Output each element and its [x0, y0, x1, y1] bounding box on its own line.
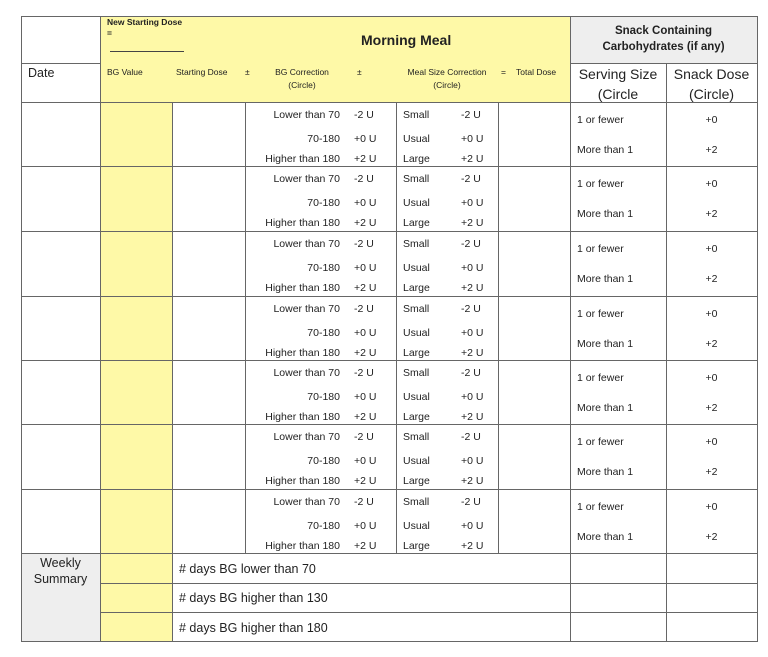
- grid-line: [21, 296, 758, 297]
- bg-value-cell[interactable]: [100, 296, 172, 360]
- grid-line: [245, 102, 246, 553]
- meal-size-correction-value[interactable]: +2 U: [461, 347, 484, 359]
- page-title: Morning Meal: [361, 32, 452, 48]
- snack-dose-option[interactable]: +2: [705, 466, 718, 478]
- meal-size-label: Usual: [403, 197, 430, 209]
- grid-line: [172, 102, 173, 642]
- bg-value-cell[interactable]: [100, 166, 172, 231]
- meal-size-correction-value[interactable]: +0 U: [461, 133, 484, 145]
- meal-size-label: Usual: [403, 133, 430, 145]
- total-dose-cell[interactable]: [498, 102, 570, 166]
- bg-correction-value[interactable]: -2 U: [354, 238, 374, 250]
- bg-correction-value[interactable]: +0 U: [354, 455, 377, 467]
- total-dose-cell[interactable]: [498, 360, 570, 424]
- snack-dose-option[interactable]: +0: [705, 243, 718, 255]
- meal-size-correction-value[interactable]: -2 U: [461, 367, 481, 379]
- meal-size-label: Large: [403, 282, 430, 294]
- column-header-snack-dose: Snack Dose: [673, 66, 750, 82]
- column-header-plus-minus-1: ±: [245, 67, 250, 77]
- bg-range-label: Higher than 180: [265, 153, 340, 165]
- new-starting-dose-label: New Starting Dose: [107, 17, 183, 27]
- bg-value-cell[interactable]: [100, 489, 172, 553]
- new-starting-dose-equals: =: [107, 28, 112, 38]
- meal-size-correction-value[interactable]: -2 U: [461, 496, 481, 508]
- grid-line: [570, 63, 758, 64]
- bg-correction-value[interactable]: +0 U: [354, 391, 377, 403]
- grid-line: [100, 16, 101, 642]
- weekly-summary-item: # days BG lower than 70: [179, 562, 316, 576]
- grid-line: [21, 16, 22, 642]
- bg-range-label: 70-180: [307, 520, 340, 532]
- snack-dose-option[interactable]: +2: [705, 208, 718, 220]
- total-dose-cell[interactable]: [498, 296, 570, 360]
- snack-serving-option[interactable]: More than 1: [577, 402, 634, 414]
- bg-range-label: Higher than 180: [265, 282, 340, 294]
- snack-dose-option[interactable]: +0: [705, 436, 718, 448]
- column-header-starting-dose: Starting Dose: [176, 67, 228, 77]
- bg-correction-value[interactable]: -2 U: [354, 431, 374, 443]
- meal-size-correction-value[interactable]: +0 U: [461, 327, 484, 339]
- date-cell[interactable]: [21, 360, 100, 424]
- date-cell[interactable]: [21, 296, 100, 360]
- bg-value-cell[interactable]: [100, 231, 172, 296]
- bg-correction-value[interactable]: +0 U: [354, 197, 377, 209]
- bg-correction-value[interactable]: +2 U: [354, 475, 377, 487]
- starting-dose-cell[interactable]: [172, 424, 245, 489]
- starting-dose-cell[interactable]: [172, 296, 245, 360]
- bg-range-label: 70-180: [307, 455, 340, 467]
- snack-dose-option[interactable]: +0: [705, 308, 718, 320]
- grid-line: [100, 612, 758, 613]
- date-cell[interactable]: [21, 231, 100, 296]
- snack-dose-option[interactable]: +0: [705, 114, 718, 126]
- snack-serving-option[interactable]: 1 or fewer: [577, 436, 624, 448]
- meal-size-label: Small: [403, 109, 430, 121]
- meal-size-correction-value[interactable]: +0 U: [461, 455, 484, 467]
- meal-size-label: Large: [403, 540, 430, 552]
- meal-size-label: Small: [403, 173, 430, 185]
- column-header-meal-size-sub: (Circle): [433, 80, 461, 90]
- bg-value-cell[interactable]: [100, 424, 172, 489]
- bg-range-label: Lower than 70: [273, 367, 340, 379]
- bg-correction-value[interactable]: +2 U: [354, 153, 377, 165]
- bg-range-label: 70-180: [307, 197, 340, 209]
- total-dose-cell[interactable]: [498, 231, 570, 296]
- grid-line: [21, 102, 758, 103]
- bg-range-label: Lower than 70: [273, 496, 340, 508]
- starting-dose-cell[interactable]: [172, 231, 245, 296]
- bg-range-label: 70-180: [307, 262, 340, 274]
- snack-title-line2: Carbohydrates (if any): [602, 41, 725, 53]
- total-dose-cell[interactable]: [498, 166, 570, 231]
- grid-line: [100, 583, 758, 584]
- weekly-summary-label-line2: Summary: [33, 572, 88, 586]
- snack-serving-option[interactable]: More than 1: [577, 531, 634, 543]
- column-header-bg-correction: BG Correction: [275, 67, 329, 77]
- weekly-summary-yellow-column[interactable]: [100, 553, 172, 641]
- grid-line: [21, 641, 758, 642]
- snack-serving-option[interactable]: More than 1: [577, 466, 634, 478]
- meal-size-label: Small: [403, 303, 430, 315]
- column-header-plus-minus-2: ±: [357, 67, 362, 77]
- snack-dose-option[interactable]: +0: [705, 501, 718, 513]
- snack-dose-option[interactable]: +2: [705, 402, 718, 414]
- column-header-serving-size-sub: (Circle: [597, 86, 639, 102]
- snack-dose-option[interactable]: +0: [705, 372, 718, 384]
- meal-size-correction-value[interactable]: -2 U: [461, 173, 481, 185]
- date-cell[interactable]: [21, 489, 100, 553]
- bg-correction-value[interactable]: +0 U: [354, 133, 377, 145]
- snack-dose-option[interactable]: +0: [705, 178, 718, 190]
- date-cell[interactable]: [21, 102, 100, 166]
- meal-size-correction-value[interactable]: +2 U: [461, 411, 484, 423]
- bg-range-label: Higher than 180: [265, 475, 340, 487]
- column-header-bg-correction-sub: (Circle): [288, 80, 316, 90]
- grid-line: [21, 360, 758, 361]
- snack-serving-option[interactable]: 1 or fewer: [577, 308, 624, 320]
- meal-size-correction-value[interactable]: -2 U: [461, 109, 481, 121]
- bg-range-label: 70-180: [307, 133, 340, 145]
- column-header-meal-size-correction: Meal Size Correction: [407, 67, 487, 77]
- bg-range-label: Lower than 70: [273, 173, 340, 185]
- snack-dose-option[interactable]: +2: [705, 144, 718, 156]
- meal-size-label: Large: [403, 347, 430, 359]
- meal-size-correction-value[interactable]: -2 U: [461, 431, 481, 443]
- bg-correction-value[interactable]: +2 U: [354, 540, 377, 552]
- snack-header-cell: [570, 16, 757, 64]
- meal-size-label: Small: [403, 238, 430, 250]
- meal-size-label: Usual: [403, 327, 430, 339]
- grid-line: [21, 489, 758, 490]
- snack-serving-option[interactable]: 1 or fewer: [577, 114, 624, 126]
- bg-correction-value[interactable]: +2 U: [354, 217, 377, 229]
- meal-size-label: Usual: [403, 455, 430, 467]
- meal-size-correction-value[interactable]: +0 U: [461, 520, 484, 532]
- snack-serving-option[interactable]: 1 or fewer: [577, 372, 624, 384]
- bg-correction-value[interactable]: +0 U: [354, 327, 377, 339]
- bg-correction-value[interactable]: +0 U: [354, 262, 377, 274]
- snack-serving-option[interactable]: More than 1: [577, 338, 634, 350]
- starting-dose-cell[interactable]: [172, 360, 245, 424]
- bg-value-cell[interactable]: [100, 360, 172, 424]
- grid-line: [396, 102, 397, 553]
- weekly-summary-label-line1: Weekly: [40, 556, 81, 570]
- snack-serving-option[interactable]: 1 or fewer: [577, 501, 624, 513]
- meal-size-correction-value[interactable]: +2 U: [461, 475, 484, 487]
- meal-size-label: Usual: [403, 520, 430, 532]
- column-header-serving-size: Serving Size: [578, 66, 658, 82]
- snack-dose-option[interactable]: +2: [705, 338, 718, 350]
- date-cell[interactable]: [21, 166, 100, 231]
- snack-serving-option[interactable]: More than 1: [577, 144, 634, 156]
- bg-correction-value[interactable]: +2 U: [354, 347, 377, 359]
- bg-range-label: Higher than 180: [265, 411, 340, 423]
- bg-correction-value[interactable]: -2 U: [354, 496, 374, 508]
- meal-size-correction-value[interactable]: +0 U: [461, 197, 484, 209]
- snack-title-line1: Snack Containing: [614, 25, 713, 37]
- column-header-snack-dose-sub: (Circle): [688, 86, 735, 102]
- column-header-total-dose: Total Dose: [516, 67, 557, 77]
- grid-line: [666, 63, 667, 642]
- bg-range-label: Lower than 70: [273, 238, 340, 250]
- starting-dose-cell[interactable]: [172, 489, 245, 553]
- total-dose-cell[interactable]: [498, 489, 570, 553]
- meal-size-correction-value[interactable]: +2 U: [461, 153, 484, 165]
- grid-line: [757, 16, 758, 642]
- grid-line: [21, 166, 758, 167]
- bg-correction-value[interactable]: +2 U: [354, 411, 377, 423]
- bg-range-label: 70-180: [307, 391, 340, 403]
- bg-correction-value[interactable]: +2 U: [354, 282, 377, 294]
- new-starting-dose-blank[interactable]: [110, 51, 184, 52]
- meal-size-correction-value[interactable]: +0 U: [461, 391, 484, 403]
- bg-range-label: 70-180: [307, 327, 340, 339]
- meal-size-label: Large: [403, 217, 430, 229]
- bg-correction-value[interactable]: -2 U: [354, 303, 374, 315]
- meal-size-correction-value[interactable]: -2 U: [461, 303, 481, 315]
- weekly-summary-item: # days BG higher than 130: [179, 591, 328, 605]
- date-cell[interactable]: [21, 424, 100, 489]
- bg-correction-value[interactable]: +0 U: [354, 520, 377, 532]
- grid-line: [21, 16, 758, 17]
- weekly-summary-item: # days BG higher than 180: [179, 621, 328, 635]
- bg-range-label: Higher than 180: [265, 540, 340, 552]
- grid-line: [21, 63, 100, 64]
- column-header-equals: =: [501, 67, 506, 77]
- meal-size-correction-value[interactable]: +0 U: [461, 262, 484, 274]
- grid-line: [570, 16, 571, 642]
- meal-size-correction-value[interactable]: +2 U: [461, 540, 484, 552]
- column-header-date: Date: [28, 66, 55, 80]
- meal-size-label: Usual: [403, 262, 430, 274]
- grid-line: [21, 553, 758, 554]
- snack-serving-option[interactable]: More than 1: [577, 208, 634, 220]
- bg-correction-value[interactable]: -2 U: [354, 173, 374, 185]
- bg-value-cell[interactable]: [100, 102, 172, 166]
- meal-size-correction-value[interactable]: -2 U: [461, 238, 481, 250]
- snack-dose-option[interactable]: +2: [705, 273, 718, 285]
- snack-dose-option[interactable]: +2: [705, 531, 718, 543]
- meal-size-label: Small: [403, 367, 430, 379]
- bg-range-label: Higher than 180: [265, 347, 340, 359]
- meal-size-label: Usual: [403, 391, 430, 403]
- meal-size-label: Small: [403, 496, 430, 508]
- bg-range-label: Lower than 70: [273, 431, 340, 443]
- total-dose-cell[interactable]: [498, 424, 570, 489]
- bg-range-label: Lower than 70: [273, 109, 340, 121]
- grid-line: [498, 102, 499, 553]
- column-header-bg-value: BG Value: [107, 67, 143, 77]
- snack-serving-option[interactable]: 1 or fewer: [577, 178, 624, 190]
- starting-dose-cell[interactable]: [172, 166, 245, 231]
- meal-size-label: Large: [403, 153, 430, 165]
- meal-size-correction-value[interactable]: +2 U: [461, 282, 484, 294]
- grid-line: [21, 424, 758, 425]
- meal-size-label: Large: [403, 411, 430, 423]
- meal-size-label: Large: [403, 475, 430, 487]
- starting-dose-cell[interactable]: [172, 102, 245, 166]
- bg-range-label: Lower than 70: [273, 303, 340, 315]
- bg-correction-value[interactable]: -2 U: [354, 109, 374, 121]
- bg-correction-value[interactable]: -2 U: [354, 367, 374, 379]
- snack-serving-option[interactable]: More than 1: [577, 273, 634, 285]
- meal-size-label: Small: [403, 431, 430, 443]
- snack-serving-option[interactable]: 1 or fewer: [577, 243, 624, 255]
- grid-line: [21, 231, 758, 232]
- bg-range-label: Higher than 180: [265, 217, 340, 229]
- meal-size-correction-value[interactable]: +2 U: [461, 217, 484, 229]
